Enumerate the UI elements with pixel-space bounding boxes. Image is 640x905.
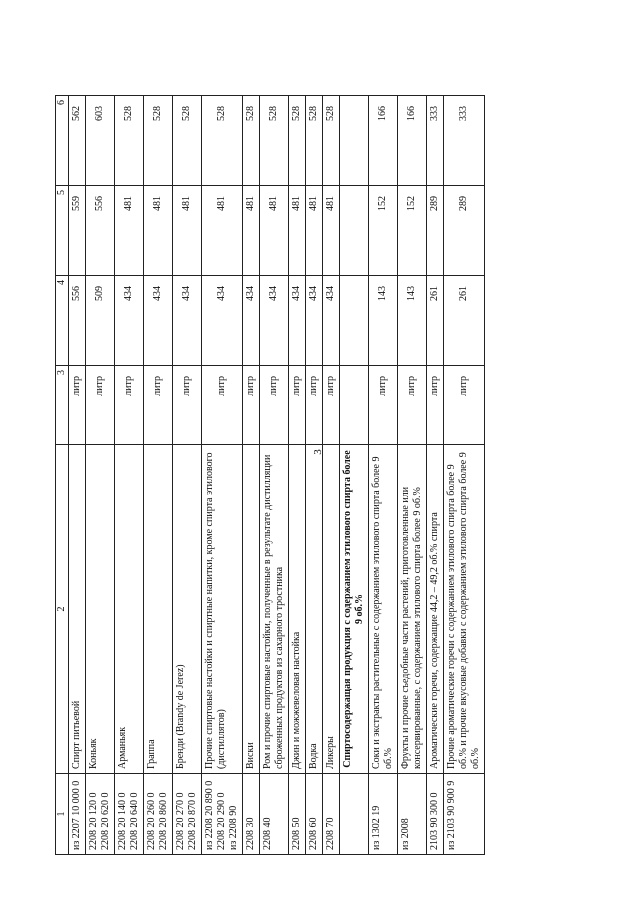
unit-cell: литр	[323, 366, 340, 445]
unit-cell: литр	[173, 366, 202, 445]
rate-col6-cell: 528	[289, 96, 306, 186]
table-row	[260, 96, 289, 855]
col-header-3: 3	[56, 366, 69, 445]
col-header-4: 4	[56, 276, 69, 366]
rate-col6-cell: 562	[69, 96, 86, 186]
rate-col4-cell: 434	[260, 276, 289, 366]
product-name-cell: Граппа	[144, 445, 173, 774]
rate-col4-cell: 434	[115, 276, 144, 366]
tariff-code-cell: из 2208 20 890 0 2208 20 290 0 из 2208 90	[202, 774, 243, 855]
tariff-code-cell: 2208 20 120 0 2208 20 620 0	[86, 774, 115, 855]
rates-table	[55, 95, 485, 855]
tariff-code-cell: 2208 70	[323, 774, 340, 855]
product-name-cell: Спиртосодержащая продукция с содержанием этилового спирта более 9 об.%	[340, 445, 369, 774]
rate-col6-cell: 166	[398, 96, 427, 186]
rates-table-container	[55, 95, 610, 855]
unit-cell: литр	[260, 366, 289, 445]
page-number: 3	[312, 449, 324, 455]
unit-cell: литр	[289, 366, 306, 445]
tariff-code-cell: из 2103 90 900 9	[444, 774, 485, 855]
table-row	[369, 96, 398, 855]
table-row	[202, 96, 243, 855]
table-body	[69, 96, 485, 855]
rate-col6-cell: 333	[444, 96, 485, 186]
product-name-cell: Ликеры	[323, 445, 340, 774]
tariff-code-cell	[340, 774, 369, 855]
rate-col5-cell: 559	[69, 186, 86, 276]
rate-col4-cell: 143	[369, 276, 398, 366]
rate-col6-cell: 166	[369, 96, 398, 186]
product-name-cell: Виски	[243, 445, 260, 774]
rate-col5-cell: 481	[260, 186, 289, 276]
rate-col4-cell: 434	[323, 276, 340, 366]
product-name-cell: Прочие спиртовые настойки и спиртные напитки, кроме спирта этилового (дистиллятов)	[202, 445, 243, 774]
rate-col4-cell: 434	[202, 276, 243, 366]
tariff-code-cell: 2208 50	[289, 774, 306, 855]
product-name-cell: Джин и можжевеловая настойка	[289, 445, 306, 774]
unit-cell: литр	[444, 366, 485, 445]
rate-col5-cell: 152	[369, 186, 398, 276]
rate-col5-cell: 481	[289, 186, 306, 276]
unit-cell: литр	[115, 366, 144, 445]
rate-col4-cell: 434	[144, 276, 173, 366]
table-row	[306, 96, 323, 855]
rate-col5-cell: 556	[86, 186, 115, 276]
rate-col4-cell: 556	[69, 276, 86, 366]
rate-col6-cell: 528	[115, 96, 144, 186]
tariff-code-cell: из 1302 19	[369, 774, 398, 855]
product-name-cell: Ароматические горечи, содержащие 44,2 – 49,2 об.% спирта	[427, 445, 444, 774]
table-row	[86, 96, 115, 855]
table-row	[323, 96, 340, 855]
rate-col6-cell: 528	[323, 96, 340, 186]
column-number-row	[56, 96, 69, 855]
rate-col6-cell: 333	[427, 96, 444, 186]
rate-col5-cell: 481	[115, 186, 144, 276]
rate-col6-cell: 528	[144, 96, 173, 186]
table-row	[173, 96, 202, 855]
tariff-code-cell: 2208 40	[260, 774, 289, 855]
unit-cell	[340, 366, 369, 445]
rate-col6-cell: 603	[86, 96, 115, 186]
tariff-code-cell: 2103 90 300 0	[427, 774, 444, 855]
col-header-2: 2	[56, 445, 69, 774]
tariff-code-cell: из 2207 10 000 0	[69, 774, 86, 855]
product-name-cell: Бренди (Brandy de Jerez)	[173, 445, 202, 774]
col-header-5: 5	[56, 186, 69, 276]
product-name-cell: Арманьяк	[115, 445, 144, 774]
unit-cell: литр	[202, 366, 243, 445]
rate-col4-cell: 434	[289, 276, 306, 366]
product-name-cell: Коньяк	[86, 445, 115, 774]
tariff-code-cell: 2208 30	[243, 774, 260, 855]
table-row	[243, 96, 260, 855]
unit-cell: литр	[86, 366, 115, 445]
rate-col6-cell: 528	[202, 96, 243, 186]
rate-col6-cell: 528	[260, 96, 289, 186]
rate-col5-cell: 152	[398, 186, 427, 276]
rate-col5-cell: 481	[173, 186, 202, 276]
table-row	[444, 96, 485, 855]
table-row	[115, 96, 144, 855]
table-row	[289, 96, 306, 855]
rate-col5-cell: 481	[243, 186, 260, 276]
product-name-cell: Ром и прочие спиртовые настойки, полученные в результате дистилляции сброженных продуктов из сахарного тростника	[260, 445, 289, 774]
rate-col4-cell: 434	[306, 276, 323, 366]
unit-cell: литр	[398, 366, 427, 445]
rate-col5-cell	[340, 186, 369, 276]
col-header-6: 6	[56, 96, 69, 186]
table-row	[427, 96, 444, 855]
tariff-code-cell: 2208 60	[306, 774, 323, 855]
rate-col4-cell	[340, 276, 369, 366]
unit-cell: литр	[427, 366, 444, 445]
col-header-1: 1	[56, 774, 69, 855]
table-row	[144, 96, 173, 855]
unit-cell: литр	[144, 366, 173, 445]
rate-col5-cell: 289	[444, 186, 485, 276]
product-name-cell: Соки и экстракты растительные с содержанием этилового спирта более 9 об.%	[369, 445, 398, 774]
rate-col4-cell: 509	[86, 276, 115, 366]
rate-col5-cell: 481	[306, 186, 323, 276]
rate-col6-cell: 528	[243, 96, 260, 186]
product-name-cell: Прочие ароматические горечи с содержанием этилового спирта более 9 об.% и прочие вкусовые добавки с содержанием этилового спирта более 9 об.%	[444, 445, 485, 774]
rate-col5-cell: 481	[323, 186, 340, 276]
product-name-cell: Водка	[306, 445, 323, 774]
rate-col4-cell: 261	[444, 276, 485, 366]
unit-cell: литр	[369, 366, 398, 445]
tariff-code-cell: 2208 20 260 0 2208 20 860 0	[144, 774, 173, 855]
rate-col5-cell: 289	[427, 186, 444, 276]
rate-col4-cell: 434	[243, 276, 260, 366]
unit-cell: литр	[69, 366, 86, 445]
rate-col6-cell	[340, 96, 369, 186]
tariff-code-cell: 2208 20 270 0 2208 20 870 0	[173, 774, 202, 855]
unit-cell: литр	[243, 366, 260, 445]
table-row	[69, 96, 86, 855]
rate-col6-cell: 528	[173, 96, 202, 186]
tariff-code-cell: из 2008	[398, 774, 427, 855]
rate-col4-cell: 434	[173, 276, 202, 366]
rate-col4-cell: 143	[398, 276, 427, 366]
table-row	[340, 96, 369, 855]
rate-col5-cell: 481	[144, 186, 173, 276]
product-name-cell: Фрукты и прочие съедобные части растений, приготовленные или консервированные, с содержанием этилового спирта более 9 об.%	[398, 445, 427, 774]
rate-col6-cell: 528	[306, 96, 323, 186]
product-name-cell: Спирт питьевой	[69, 445, 86, 774]
rate-col5-cell: 481	[202, 186, 243, 276]
table-row	[398, 96, 427, 855]
tariff-code-cell: 2208 20 140 0 2208 20 640 0	[115, 774, 144, 855]
unit-cell: литр	[306, 366, 323, 445]
rate-col4-cell: 261	[427, 276, 444, 366]
